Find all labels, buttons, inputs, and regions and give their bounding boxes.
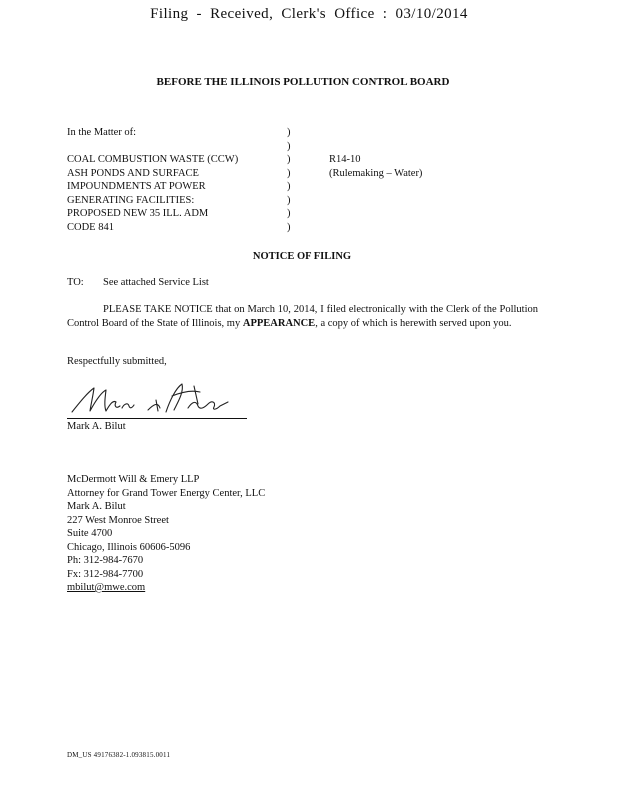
caption-line xyxy=(67,140,238,154)
caption-line: PROPOSED NEW 35 ILL. ADM xyxy=(67,208,209,219)
notice-body xyxy=(67,303,538,330)
caption-line: In the Matter of: xyxy=(67,127,137,138)
caption-paren: ) xyxy=(287,181,291,192)
firm-line: Suite 4700 xyxy=(67,528,113,539)
firm-line: Fx: 312-984-7700 xyxy=(67,568,144,580)
firm-line: Ph: 312-984-7670 xyxy=(67,555,144,566)
document-footer-id: DM_US 49176382-1.093815.0011 xyxy=(67,751,171,759)
case-caption xyxy=(67,126,238,234)
caption-line: GENERATING FACILITIES: xyxy=(67,194,195,206)
board-title: BEFORE THE ILLINOIS POLLUTION CONTROL BOARD xyxy=(156,76,450,88)
caption-line: IMPOUNDMENTS AT POWER xyxy=(67,181,206,192)
caption-parentheses xyxy=(287,126,291,234)
caption-line: COAL COMBUSTION WASTE (CCW) xyxy=(67,154,239,165)
caption-paren: ) xyxy=(287,154,291,165)
body-text-after: , a copy of which is herewith served upon you. xyxy=(315,317,512,329)
firm-address-block xyxy=(67,473,265,595)
caption-paren: ) xyxy=(287,140,291,152)
caption-paren: ) xyxy=(287,194,291,206)
signature-line xyxy=(67,418,247,419)
firm-email-link[interactable]: mbilut@mwe.com xyxy=(67,582,146,593)
to-label: TO: xyxy=(67,277,84,288)
caption-paren: ) xyxy=(287,167,291,179)
firm-line: McDermott Will & Emery LLP xyxy=(67,474,200,485)
body-emphasis: APPEARANCE xyxy=(242,317,316,329)
signature-graphic xyxy=(66,378,256,420)
firm-line: Mark A. Bilut xyxy=(67,501,126,512)
firm-line: Attorney for Grand Tower Energy Center, LLC xyxy=(67,487,266,499)
firm-line: Chicago, Illinois 60606-5096 xyxy=(67,541,191,553)
docket-type: (Rulemaking – Water) xyxy=(329,167,423,179)
filing-stamp-header: Filing - Received, Clerk's Office : 03/10/2014 xyxy=(150,6,468,22)
caption-line: CODE 841 xyxy=(67,221,114,233)
firm-line: 227 West Monroe Street xyxy=(67,514,169,526)
closing-text: Respectfully submitted, xyxy=(67,356,167,367)
to-value: See attached Service List xyxy=(103,277,209,288)
to-line xyxy=(67,277,209,288)
docket-number: R14-10 xyxy=(329,154,361,165)
docket-block xyxy=(329,153,422,180)
body-text-before: PLEASE TAKE NOTICE that on March 10, 2014, I filed electronically with the Clerk of the Pollution Control Board of the State of Illinois, my xyxy=(67,304,538,329)
signer-name: Mark A. Bilut xyxy=(67,421,126,432)
caption-paren: ) xyxy=(287,208,291,219)
caption-line: ASH PONDS AND SURFACE xyxy=(67,167,199,179)
caption-paren: ) xyxy=(287,221,291,233)
notice-title: NOTICE OF FILING xyxy=(252,251,352,262)
caption-paren: ) xyxy=(287,127,291,138)
